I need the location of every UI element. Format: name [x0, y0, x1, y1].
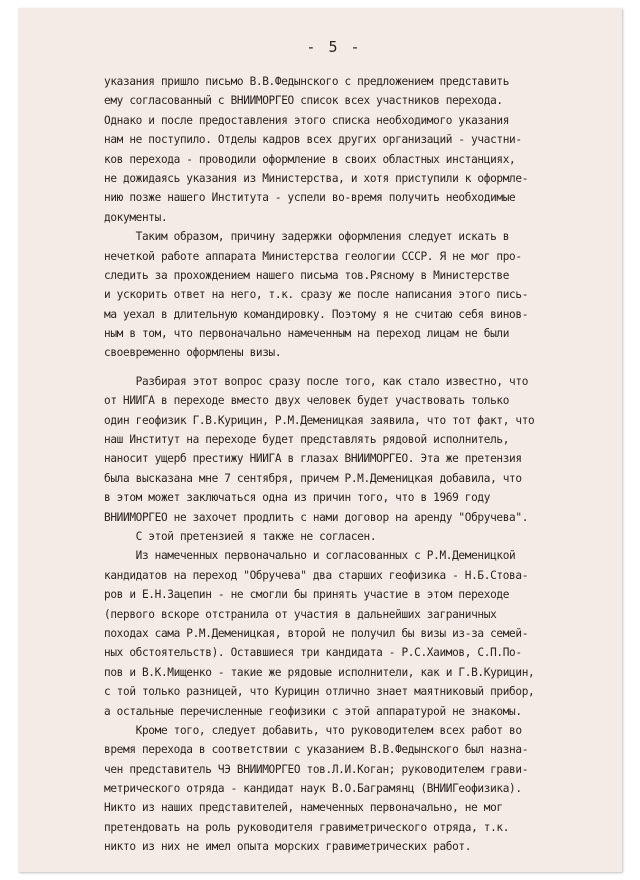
text-line: Однако и после предоставления этого списка необходимого указания	[104, 113, 510, 127]
text-line: (первого вскоре отстранила от участия в дальнейших заграничных	[104, 607, 497, 621]
text-line: наносит ущерб престижу НИИГА в глазах ВНИИМОРГЕО. Эта же претензия	[104, 452, 522, 466]
text-line: документы.	[104, 210, 168, 224]
text-line: походах сама Р.М.Деменицкая, второй не получил бы визы из-за семей-	[104, 626, 529, 640]
text-line: С этой претензией я также не согласен.	[104, 529, 377, 543]
text-line: пов и В.К.Мищенко - такие же рядовые исполнители, как и Г.В.Курицин,	[104, 665, 535, 679]
text-line: в этом может заключаться одна из причин того, что в 1969 году	[104, 491, 491, 505]
text-line: ему согласованный с ВНИИМОРГЕО список всех участников перехода.	[104, 94, 503, 108]
text-line: Из намеченных первоначально и согласованных с Р.М.Деменицкой	[104, 549, 516, 563]
text-line: метрического отряда - кандидат наук В.О.Баграмянц (ВНИИГеофизика).	[104, 782, 522, 796]
text-line: а остальные перечисленные геофизики с этой аппаратурой не знакомы.	[104, 704, 522, 718]
text-line: претендовать на роль руководителя гравиметрического отряда, т.к.	[104, 820, 510, 834]
text-line: Таким образом, причину задержки оформления следует искать в	[104, 230, 510, 244]
text-block	[104, 372, 640, 857]
text-line: следить за прохождением нашего письма тов.Рясному в Министерстве	[104, 268, 510, 282]
text-line: ков перехода - проводили оформление в своих областных инстанциях,	[104, 152, 516, 166]
text-line: кандидатов на переход "Обручева" два старших геофизика - Н.Б.Стова-	[104, 568, 529, 582]
text-block	[104, 72, 640, 363]
text-line: ных обстоятельств). Оставшиеся три кандидата - Р.С.Хаимов, С.П.По-	[104, 646, 522, 660]
text-line: ма уехал в длительную командировку. Поэтому я не считаю себя винов-	[104, 307, 529, 321]
text-line: с той только разницей, что Курицин отлично знает маятниковый прибор,	[104, 685, 535, 699]
text-line: Кроме того, следует добавить, что руководителем всех работ во	[104, 723, 522, 737]
text-line: своевременно оформлены визы.	[104, 346, 282, 360]
text-line: нам не поступило. Отделы кадров всех других организаций - участни-	[104, 133, 522, 147]
text-line: ным в том, что первоначально намеченным на переход лицам не были	[104, 327, 510, 341]
text-line: нию позже нашего Института - успели во-время получить необходимые	[104, 191, 516, 205]
text-line: не дожидаясь указания из Министерства, и хотя приступили к оформле-	[104, 171, 529, 185]
text-line: чен представитель ЧЭ ВНИИМОРГЕО тов.Л.И.Коган; руководителем грави-	[104, 762, 529, 776]
paragraph-gap	[104, 363, 640, 372]
text-line: нечеткой работе аппарата Министерства геологии СССР. Я не мог про-	[104, 249, 522, 263]
document-page	[18, 8, 622, 872]
page-number: - 5 -	[306, 38, 362, 56]
text-line: указания пришло письмо В.В.Федынского с предложением представить	[104, 75, 510, 88]
text-line: ров и Е.Н.Зацепин - не смогли бы принять участие в этом переходе	[104, 588, 510, 602]
text-line: наш Институт на переходе будет представлять рядовой исполнитель,	[104, 433, 510, 447]
text-line: ВНИИМОРГЕО не захочет продлить с нами договор на аренду "Обручева".	[104, 510, 529, 524]
text-line: Разбирая этот вопрос сразу после того, как стало известно, что	[104, 374, 529, 388]
text-line: от НИИГА в переходе вместо двух человек будет участвовать только	[104, 394, 510, 408]
text-line: была высказана мне 7 сентября, причем Р.М.Деменицкая добавила, что	[104, 471, 522, 485]
document-body	[104, 72, 640, 857]
text-line: и ускорить ответ на него, т.к. сразу же после написания этого пись-	[104, 288, 529, 302]
text-line: никто из них не имел опыта морских гравиметрических работ.	[104, 840, 472, 854]
text-line: один геофизик Г.В.Курицин, Р.М.Деменицкая заявила, что тот факт, что	[104, 413, 535, 427]
text-line: время перехода в соответствии с указанием В.В.Федынского был назна-	[104, 743, 529, 757]
text-line: Никто из наших представителей, намеченных первоначально, не мог	[104, 801, 503, 815]
